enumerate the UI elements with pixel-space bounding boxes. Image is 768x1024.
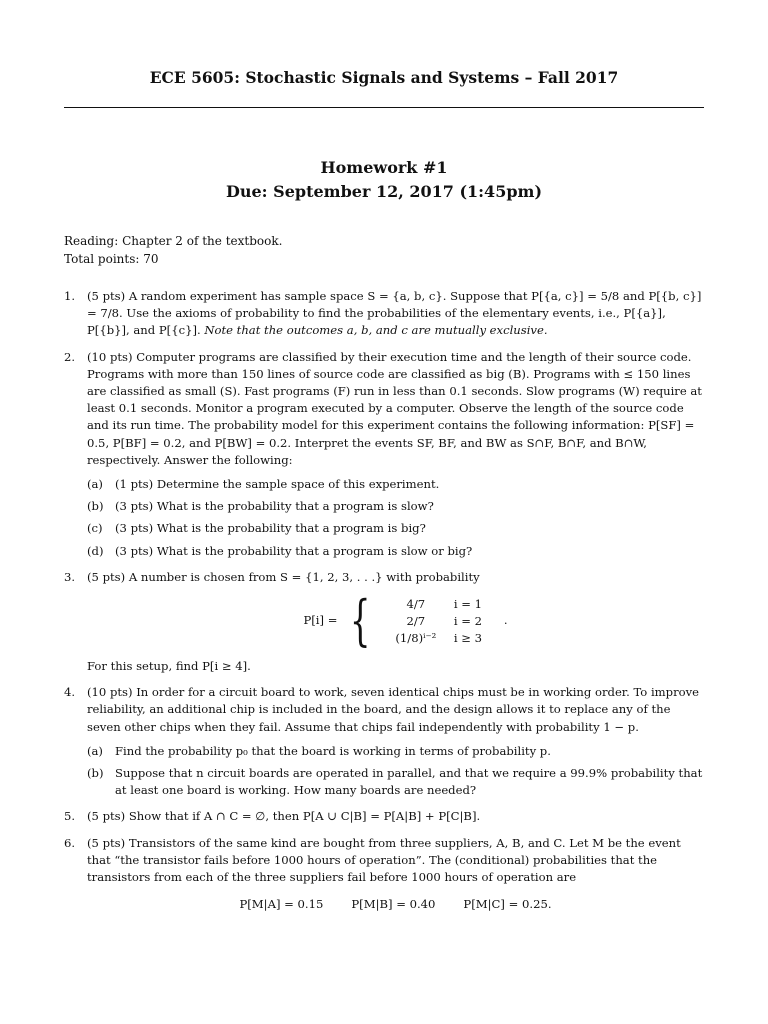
subpart-label: (d) [87,543,104,558]
subpart-d [87,543,704,560]
due-date: Due: September 12, 2017 (1:45pm) [225,182,543,201]
subpart-label: (b) [87,766,104,781]
case-value: 2/7 [406,613,426,628]
problem-text: (5 pts) A random experiment has sample space S = {a, b, c}. Suppose that P[{a, c}] = 5/8 and P[{b, c}] = 7/8. Use the axioms of probability to find the probabilities of the elementary events, i.e., P[{a}], P[{b}], and P[{c}]. [87,289,702,338]
subpart-text: Suppose that n circuit boards are operated in parallel, and that we require a 99.9% probability that at least one board is working. How many boards are needed? [115,766,703,798]
course-title: ECE 5605: Stochastic Signals and Systems – Fall 2017 [149,68,619,87]
piecewise-formula [107,589,704,653]
problem-number: 2. [64,349,76,364]
formula-lhs: P[i] = [303,613,338,628]
problem-list [64,288,704,922]
subpart-label: (a) [87,743,103,758]
left-brace: { [350,589,371,653]
problem-text: (5 pts) Show that if A ∩ C = ∅, then P[A ∪ C|B] = P[A|B] + P[C|B]. [87,809,481,824]
subpart-list [87,743,704,800]
subpart-text: Find the probability p₀ that the board is working in terms of probability p. [115,743,551,758]
problem-3 [64,569,704,675]
total-points: Total points: 70 [64,252,159,266]
subpart-label: (a) [87,477,103,492]
case-condition: i = 2 [453,613,482,628]
formula-case [384,613,500,630]
equation: P[M|B] = 0.40 [351,897,436,912]
formula-case [384,596,500,613]
formula-period: . [503,613,508,628]
problem-text: (10 pts) In order for a circuit board to work, seven identical chips must be in working order. To improve reliability, an additional chip is included in the board, and the design allows it to replace any of the seven other chips when they fail. Assume that chips fail independently with probability 1 − p. [87,685,699,734]
case-value: 4/7 [406,596,426,611]
problem-number: 3. [64,569,76,584]
problem-number: 1. [64,289,76,303]
problem-note: Note that the outcomes a, b, and c are mutually exclusive. [204,323,548,338]
homework-title: Homework #1 [320,158,448,177]
problem-number: 5. [64,809,76,824]
problem-text: (5 pts) Transistors of the same kind are bought from three suppliers, A, B, and C. Let M be the event that “the transistor fails before 1000 hours of operation”. The (conditional) probabilities that the transistors from each of the three suppliers fail before 1000 hours of operation are [87,835,681,885]
subpart-text: (3 pts) What is the probability that a program is slow? [115,499,434,514]
subpart-b [87,765,704,799]
problem-4 [64,684,704,799]
formula-case [384,630,500,647]
problem-text: (5 pts) A number is chosen from S = {1, 2, 3, . . .} with probability [87,569,480,584]
subpart-list [87,476,704,560]
equation-row [87,896,704,913]
case-value: (1/8)ⁱ⁻² [395,630,437,645]
problem-number: 4. [64,685,76,700]
subpart-c [87,520,704,537]
subpart-label: (b) [87,499,104,514]
equation: P[M|A] = 0.15 [239,897,324,912]
problem-6 [64,835,704,914]
problem-5 [64,808,704,825]
reading-note: Reading: Chapter 2 of the textbook. [64,234,283,248]
problem-number: 6. [64,835,76,850]
subpart-text: (1 pts) Determine the sample space of this experiment. [115,477,440,492]
case-condition: i = 1 [453,596,482,611]
problem-2 [64,349,704,560]
subpart-text: (3 pts) What is the probability that a program is big? [115,521,426,536]
equation: P[M|C] = 0.25. [463,897,552,912]
problem-question: For this setup, find P[i ≥ 4]. [87,659,251,674]
case-condition: i ≥ 3 [453,630,482,645]
subpart-label: (c) [87,521,103,536]
subpart-a [87,743,704,760]
subpart-text: (3 pts) What is the probability that a program is slow or big? [115,543,473,558]
formula-cases [384,596,500,647]
subpart-b [87,498,704,515]
problem-text: (10 pts) Computer programs are classified by their execution time and the length of their source code. Programs with more than 150 lines of source code are classified as big (B). Programs with ≤ 150 lines are classified as small (S). Fast programs (F) run in less than 0.1 seconds. Slow programs (W) require at least 0.1 seconds. Monitor a program executed by a computer. Observe the length of the source code and its run time. The probability model for this experiment contains the following information: P[SF] = 0.5, P[BF] = 0.2, and P[BW] = 0.2. Interpret the events SF, BF, and BW as S∩F, B∩F, and B∩W, respectively. Answer the following: [87,349,702,467]
subpart-a [87,476,704,493]
header-rule [64,107,704,108]
problem-1 [64,288,704,340]
